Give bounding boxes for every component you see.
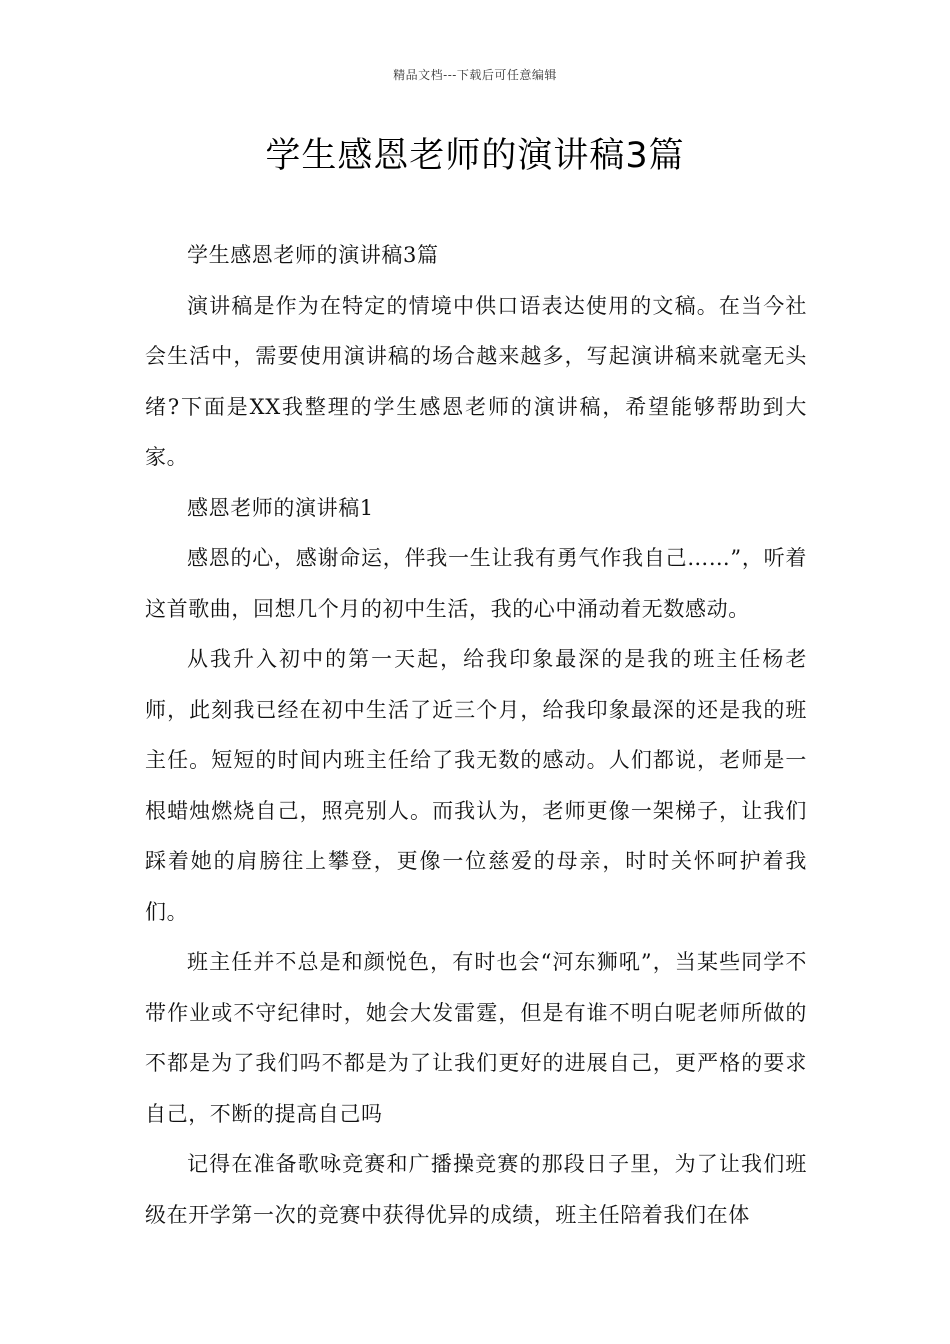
paragraph: 记得在准备歌咏竞赛和广播操竞赛的那段日子里，为了让我们班级在开学第一次的竞赛中获得优异的成绩，班主任陪着我们在体 [145, 1152, 807, 1227]
paragraph-subtitle: 学生感恩老师的演讲稿3篇 [187, 243, 439, 267]
document-body [145, 230, 807, 1240]
section-heading-speech-1: 感恩老师的演讲稿1 [187, 495, 374, 520]
paragraph: 感恩的心，感谢命运，伴我一生让我有勇气作我自己……”，听着这首歌曲，回想几个月的初中生活，我的心中涌动着无数感动。 [145, 546, 807, 621]
paragraph: 班主任并不总是和颜悦色，有时也会“河东狮吼”，当某些同学不带作业或不守纪律时，她会大发雷霆，但是有谁不明白呢老师所做的不都是为了我们吗不都是为了让我们更好的进展自己，更严格的要求自己，不断的提高自己吗 [145, 950, 807, 1126]
paragraph: 从我升入初中的第一天起，给我印象最深的是我的班主任杨老师，此刻我已经在初中生活了近三个月，给我印象最深的还是我的班主任。短短的时间内班主任给了我无数的感动。人们都说，老师是一根蜡烛燃烧自己，照亮别人。而我认为，老师更像一架梯子，让我们踩着她的肩膀往上攀登，更像一位慈爱的母亲，时时关怀呵护着我们。 [145, 647, 807, 924]
header-note: 精品文档---下载后可任意编辑 [393, 68, 557, 82]
document-title: 学生感恩老师的演讲稿3篇 [265, 136, 685, 176]
paragraph-intro: 演讲稿是作为在特定的情境中供口语表达使用的文稿。在当今社会生活中，需要使用演讲稿的场合越来越多，写起演讲稿来就毫无头绪?下面是XX我整理的学生感恩老师的演讲稿，希望能够帮助到大家。 [145, 293, 807, 469]
